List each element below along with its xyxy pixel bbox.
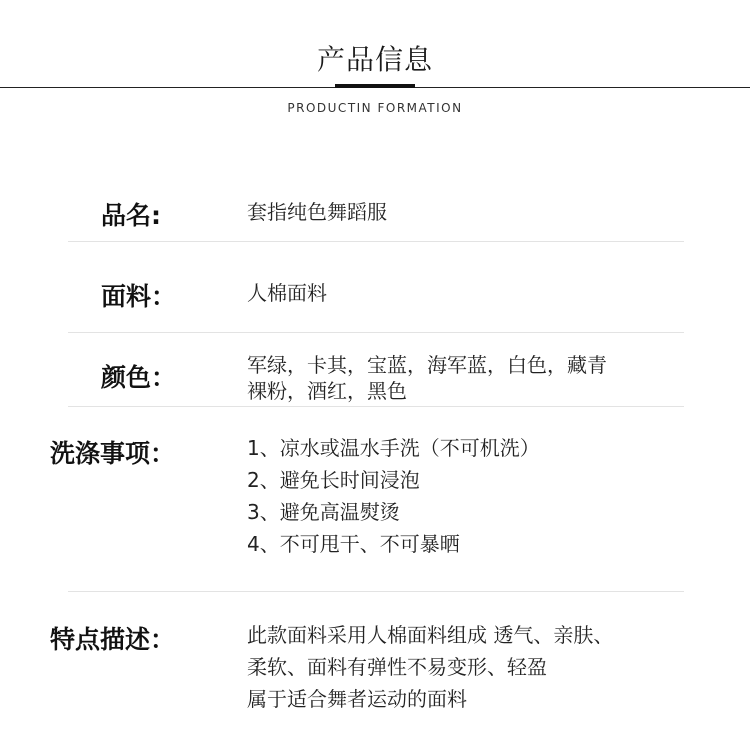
features-value bbox=[247, 619, 613, 715]
color-line: 裸粉，酒红，黑色 bbox=[247, 379, 407, 403]
features-line: 柔软、面料有弹性不易变形、轻盈 bbox=[247, 655, 547, 679]
washing-label: 洗涤事项： bbox=[50, 439, 176, 468]
fabric-label: 面料： bbox=[101, 282, 177, 311]
product-name-value bbox=[247, 196, 387, 228]
fabric-value bbox=[247, 277, 327, 309]
features-label: 特点描述： bbox=[50, 625, 176, 654]
washing-value bbox=[247, 432, 540, 560]
features-line: 此款面料采用人棉面料组成 透气、亲肤、 bbox=[247, 623, 614, 647]
row-divider bbox=[68, 406, 684, 407]
row-divider bbox=[68, 241, 684, 242]
row-divider bbox=[68, 332, 684, 333]
color-label: 颜色： bbox=[101, 363, 177, 392]
color-value bbox=[247, 352, 607, 404]
fabric-line: 人棉面料 bbox=[247, 281, 327, 305]
washing-line: 2、避免长时间浸泡 bbox=[247, 468, 420, 492]
washing-line: 1、凉水或温水手洗（不可机洗） bbox=[247, 436, 540, 460]
row-divider bbox=[68, 591, 684, 592]
page-subtitle: PRODUCTIN FORMATION bbox=[287, 101, 463, 115]
washing-line: 4、不可甩干、不可暴晒 bbox=[247, 532, 460, 556]
product-name-label: 品名: bbox=[101, 201, 161, 230]
features-line: 属于适合舞者运动的面料 bbox=[247, 687, 467, 711]
color-line: 军绿，卡其，宝蓝，海军蓝，白色，藏青 bbox=[247, 353, 607, 377]
washing-line: 3、避免高温熨烫 bbox=[247, 500, 400, 524]
header-accent-bar bbox=[335, 84, 415, 88]
product-name-line: 套指纯色舞蹈服 bbox=[247, 200, 387, 224]
page-title: 产品信息 bbox=[316, 43, 433, 76]
